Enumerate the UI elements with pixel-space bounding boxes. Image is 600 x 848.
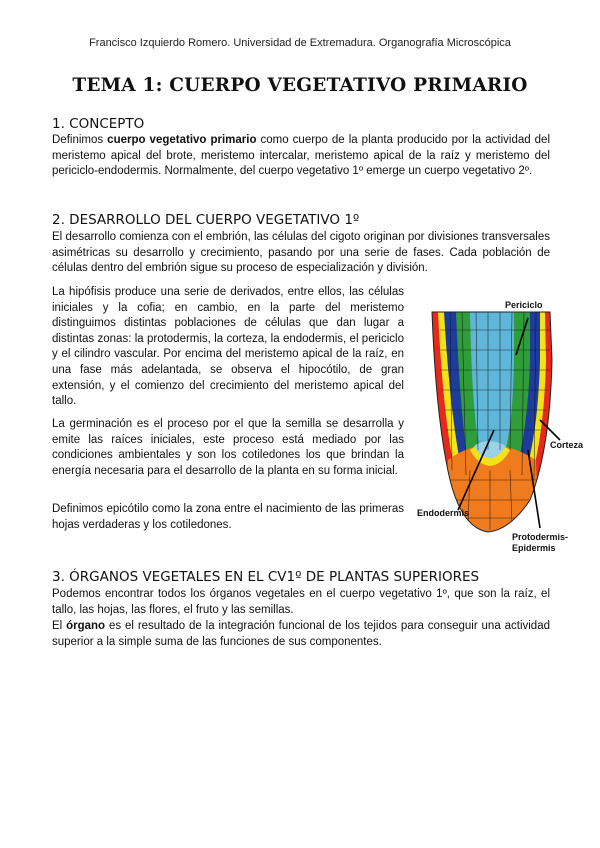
section-1-heading: 1. CONCEPTO [52,116,145,132]
label-corteza: Corteza [550,440,584,450]
bold-term: órgano [66,620,106,632]
section-3-paragraph-1: Podemos encontrar todos los órganos vegetales en el cuerpo vegetativo 1º, que son la raíz, el tallo, las hojas, las flores, el fruto y las semillas. [52,588,550,616]
section-2-paragraph-4: Definimos epicótilo como la zona entre el nacimiento de las primeras hojas verdaderas y los cotiledones. [52,503,404,531]
section-2-paragraph-1: El desarrollo comienza con el embrión, las células del cigoto originan por divisiones transversales asimétricas su desarrollo y crecimiento, pasando por una serie de fases. Cada población de células dentro del embrión sigue su proceso de especialización y división. [52,231,550,275]
section-3-heading: 3. ÓRGANOS VEGETALES EN EL CV1º DE PLANTAS SUPERIORES [52,569,480,585]
section-3-paragraph-2: El órgano es el resultado de la integración funcional de los tejidos para conseguir una actividad superior a la simple suma de las funciones de sus componentes. [52,620,550,648]
bold-term: cuerpo vegetativo primario [107,134,257,146]
label-protodermis: Protodermis- Epidermis [512,532,569,553]
section-2-paragraph-3: La germinación es el proceso por el que la semilla se desarrolla y emite las raíces iniciales, este proceso está mediado por las condiciones ambientales y son los cotiledones los que brindan la energía necesaria para el desarrollo de la planta en su forma inicial. [52,418,404,477]
label-endodermis: Endodermis [417,508,470,518]
label-periciclo: Periciclo [505,300,543,310]
section-1-paragraph: Definimos cuerpo vegetativo primario como cuerpo de la planta producido por la actividad del meristemo apical del brote, meristemo intercalar, meristemo apical de la raíz y meristemo del periciclo-endodermis. Normalmente, del cuerpo vegetativo 1º emerge un cuerpo vegetativo 2º. [52,134,551,178]
section-2-paragraph-2: La hipófisis produce una serie de derivados, entre ellos, las células iniciales y la cofia; en cambio, en la parte del meristemo distinguimos distintas poblaciones de células que dan lugar a distintas zonas: la protodermis, la corteza, la endodermis, el periciclo y el cilindro vascular. Por encima del meristemo apical de la raíz, en una fase más adelantada, se observa el hipocótilo, de gran extensión, y el comienzo del crecimiento del meristemo apical del tallo. [52,286,404,408]
section-2-heading: 2. DESARROLLO DEL CUERPO VEGETATIVO 1º [52,212,360,228]
page-title: TEMA 1: CUERPO VEGETATIVO PRIMARIO [72,75,528,96]
root-meristem-figure [410,300,585,560]
page-header: Francisco Izquierdo Romero. Universidad de Extremadura. Organografía Microscópica [89,37,511,49]
root-meristem-illustration [410,300,585,560]
